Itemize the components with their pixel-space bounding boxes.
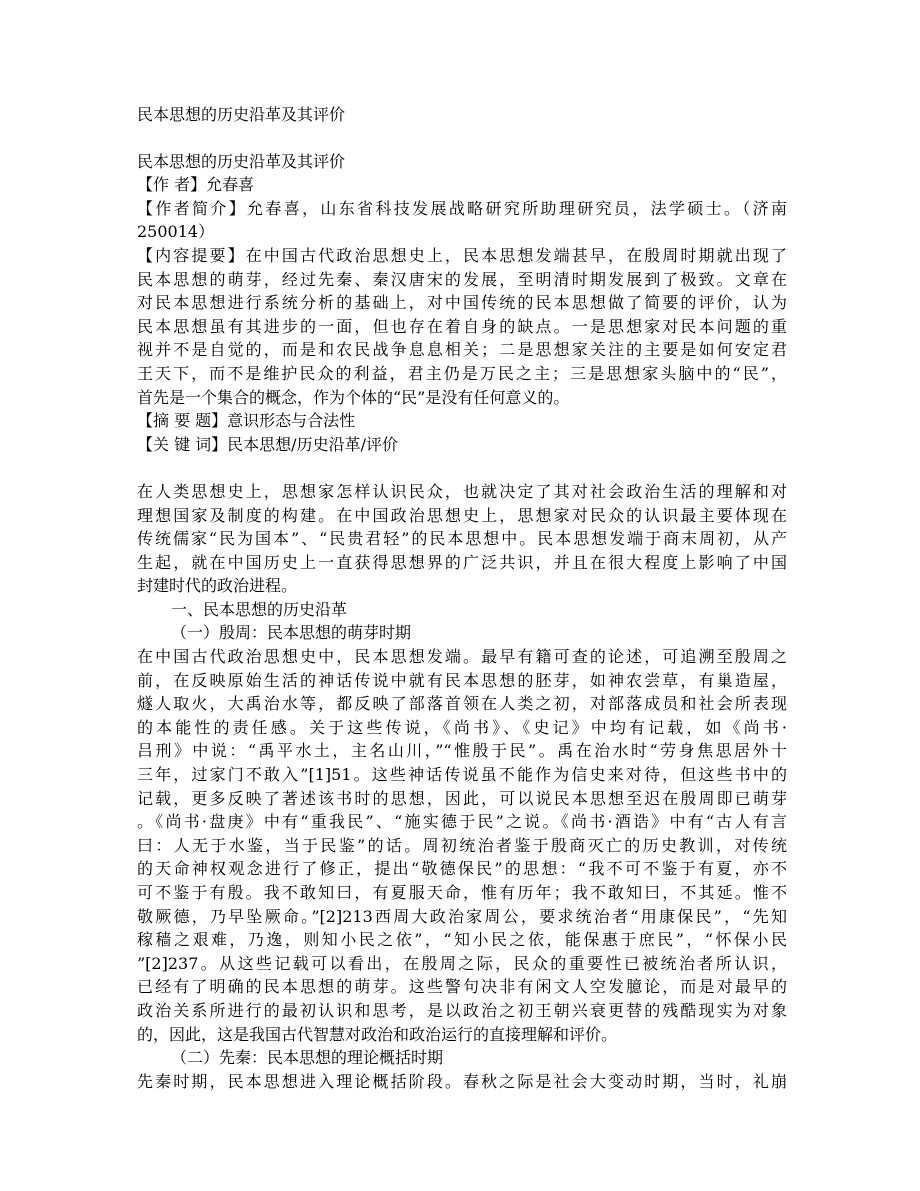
section-heading: 一、民本思想的历史沿革 xyxy=(171,599,348,619)
body-line: 三年，过家门不敢入”[1]51。这些神话传说虽不能作为信史来对待，但这些书中的 xyxy=(137,765,787,785)
bio-line: 250014） xyxy=(137,222,215,242)
author-line: 【作 者】允春喜 xyxy=(137,175,255,195)
abstract xyxy=(137,244,787,409)
document-title: 民本思想的历史沿革及其评价 xyxy=(137,105,346,124)
body-line: 记载，更多反映了著述该书时的思想，因此，可以说民本思想至迟在殷周即已萌芽 xyxy=(137,788,787,808)
body-line: 封建时代的政治进程。 xyxy=(137,576,298,596)
article-title: 民本思想的历史沿革及其评价 xyxy=(137,151,346,171)
abstract-line: 视并不是自觉的，而是和农民战争息息相关；二是思想家关注的主要是如何安定君 xyxy=(137,340,787,360)
abstract-line: 【内容提要】在中国古代政治思想史上，民本思想发端甚早，在殷周时期就出现了 xyxy=(137,245,787,265)
body-line: 吕刑》中说：“禹平水土，主名山川，”“惟殷于民”。禹在治水时“劳身焦思居外十 xyxy=(137,741,787,761)
body-line: ”[2]237。从这些记载可以看出，在殷周之际，民众的重要性已被统治者所认识， xyxy=(137,953,787,973)
body-line: 可不鉴于有殷。我不敢知曰，有夏服天命，惟有历年；我不敢知曰，不其延。惟不 xyxy=(137,883,787,902)
abstract-line: 王天下，而不是维护民众的利益，君主仍是万民之主；三是思想家头脑中的“民”， xyxy=(137,363,787,383)
abstract-line: 对民本思想进行系统分析的基础上，对中国传统的民本思想做了简要的评价，认为 xyxy=(137,293,787,313)
spacer xyxy=(137,456,787,480)
keywords-line: 【关 键 词】民本思想/历史沿革/评价 xyxy=(137,434,398,454)
body-line: 。《尚书·盘庚》中有“重我民”、“施实德于民”之说。《尚书·酒诰》中有“古人有言 xyxy=(137,812,787,832)
body-line: 先秦时期，民本思想进入理论概括阶段。春秋之际是社会大变动时期，当时，礼崩 xyxy=(137,1071,787,1091)
body-line: 燧人取火，大禹治水等，都反映了部落首领在人类之初，对部落成员和社会所表现 xyxy=(137,694,787,714)
abstract-line: 首先是一个集合的概念，作为个体的“民”是没有任何意义的。 xyxy=(137,387,570,407)
document-page xyxy=(137,103,787,1093)
body-line: 稼穑之艰难，乃逸，则知小民之依”，“知小民之依，能保惠于庶民”，“怀保小民 xyxy=(137,930,787,950)
author-bio xyxy=(137,197,787,244)
topic-line: 【摘 要 题】意识形态与合法性 xyxy=(137,411,356,431)
body-line: 敬厥德，乃早坠厥命。”[2]213西周大政治家周公，要求统治者“用康保民”，“先知 xyxy=(137,906,787,926)
body-line: 的本能性的责任感。关于这些传说，《尚书》、《史记》中均有记载，如《尚书· xyxy=(137,717,787,737)
subsection-paragraph xyxy=(137,1070,787,1094)
article-header xyxy=(137,150,787,457)
abstract-line: 民本思想的萌芽，经过先秦、秦汉唐宋的发展，至明清时期发展到了极致。文章在 xyxy=(137,269,787,289)
body-line: 生起，就在中国历史上一直获得思想界的广泛共识，并且在很大程度上影响了中国 xyxy=(137,552,787,572)
subsection-heading: （一）殷周：民本思想的萌芽时期 xyxy=(171,623,412,643)
subsection-heading: （二）先秦：民本思想的理论概括时期 xyxy=(171,1048,444,1068)
body-line: 在人类思想史上，思想家怎样认识民众，也就决定了其对社会政治生活的理解和对 xyxy=(137,481,787,501)
body-line: 已经有了明确的民本思想的萌芽。这些警句决非有闲文人空发臆论，而是对最早的 xyxy=(137,977,787,997)
body-line: 曰：人无于水鉴，当于民鉴”的话。周初统治者鉴于殷商灭亡的历史教训，对传统 xyxy=(137,835,787,855)
body-line: 传统儒家“民为国本”、“民贵君轻”的民本思想中。民本思想发端于商末周初，从产 xyxy=(137,529,787,549)
article-body xyxy=(137,480,787,1093)
intro-paragraph xyxy=(137,480,787,598)
subsection-paragraph xyxy=(137,645,787,1046)
body-line: 前，在反映原始生活的神话传说中就有民本思想的胚芽，如神农尝草，有巢造屋， xyxy=(137,670,787,690)
body-line: 的天命神权观念进行了修正，提出“敬德保民”的思想：“我不可不鉴于有夏，亦不 xyxy=(137,859,787,879)
bio-line: 【作者简介】允春喜，山东省科技发展战略研究所助理研究员，法学硕士。（济南 xyxy=(137,198,787,218)
body-line: 政治关系所进行的最初认识和思考，是以政治之初王朝兴衰更替的残酷现实为对象 xyxy=(137,1000,787,1020)
body-line: 在中国古代政治思想史中，民本思想发端。最早有籍可查的论述，可追溯至殷周之 xyxy=(137,647,787,667)
body-line: 理想国家及制度的构建。在中国政治思想史上，思想家对民众的认识最主要体现在 xyxy=(137,505,787,525)
abstract-line: 民本思想虽有其进步的一面，但也存在着自身的缺点。一是思想家对民本问题的重 xyxy=(137,316,787,336)
body-line: 的，因此，这是我国古代智慧对政治和政治运行的直接理解和评价。 xyxy=(137,1024,618,1044)
